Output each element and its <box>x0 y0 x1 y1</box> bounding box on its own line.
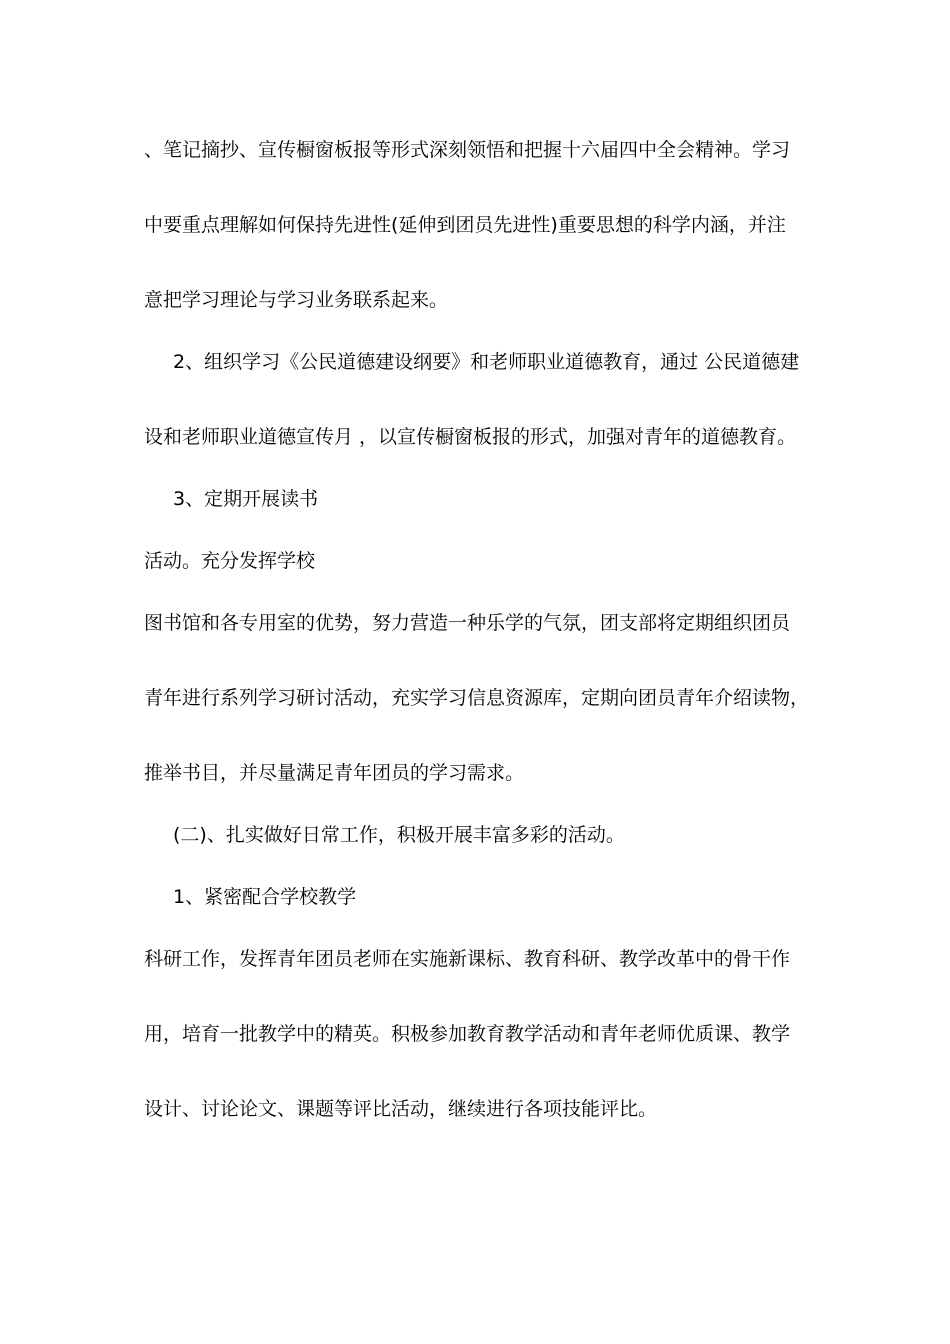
text-line: 青年进行系列学习研讨活动，充实学习信息资源库，定期向团员青年介绍读物， <box>144 687 810 709</box>
text-line: 意把学习理论与学习业务联系起来。 <box>144 289 449 311</box>
text-line: 设计、讨论论文、课题等评比活动，继续进行各项技能评比。 <box>144 1098 658 1120</box>
text-line: 1、紧密配合学校教学 <box>173 886 357 908</box>
text-line: 图书馆和各专用室的优势，努力营造一种乐学的气氛，团支部将定期组织团员 <box>144 612 791 634</box>
text-line: 3、定期开展读书 <box>173 488 319 510</box>
text-line: 中要重点理解如何保持先进性(延伸到团员先进性)重要思想的科学内涵，并注 <box>144 214 786 236</box>
text-line: 推举书目，并尽量满足青年团员的学习需求。 <box>144 762 525 784</box>
text-line: 2、组织学习《公民道德建设纲要》和老师职业道德教育，通过 公民道德建 <box>173 351 800 373</box>
text-line: 设和老师职业道德宣传月 ，以宣传橱窗板报的形式，加强对青年的道德教育。 <box>144 426 797 448</box>
text-line: 活动。充分发挥学校 <box>144 550 316 572</box>
text-line: (二)、扎实做好日常工作，积极开展丰富多彩的活动。 <box>173 824 625 846</box>
text-line: 、笔记摘抄、宣传橱窗板报等形式深刻领悟和把握十六届四中全会精神。学习 <box>144 139 791 161</box>
text-line: 科研工作，发挥青年团员老师在实施新课标、教育科研、教学改革中的骨干作 <box>144 948 791 970</box>
text-line: 用，培育一批教学中的精英。积极参加教育教学活动和青年老师优质课、教学 <box>144 1023 791 1045</box>
